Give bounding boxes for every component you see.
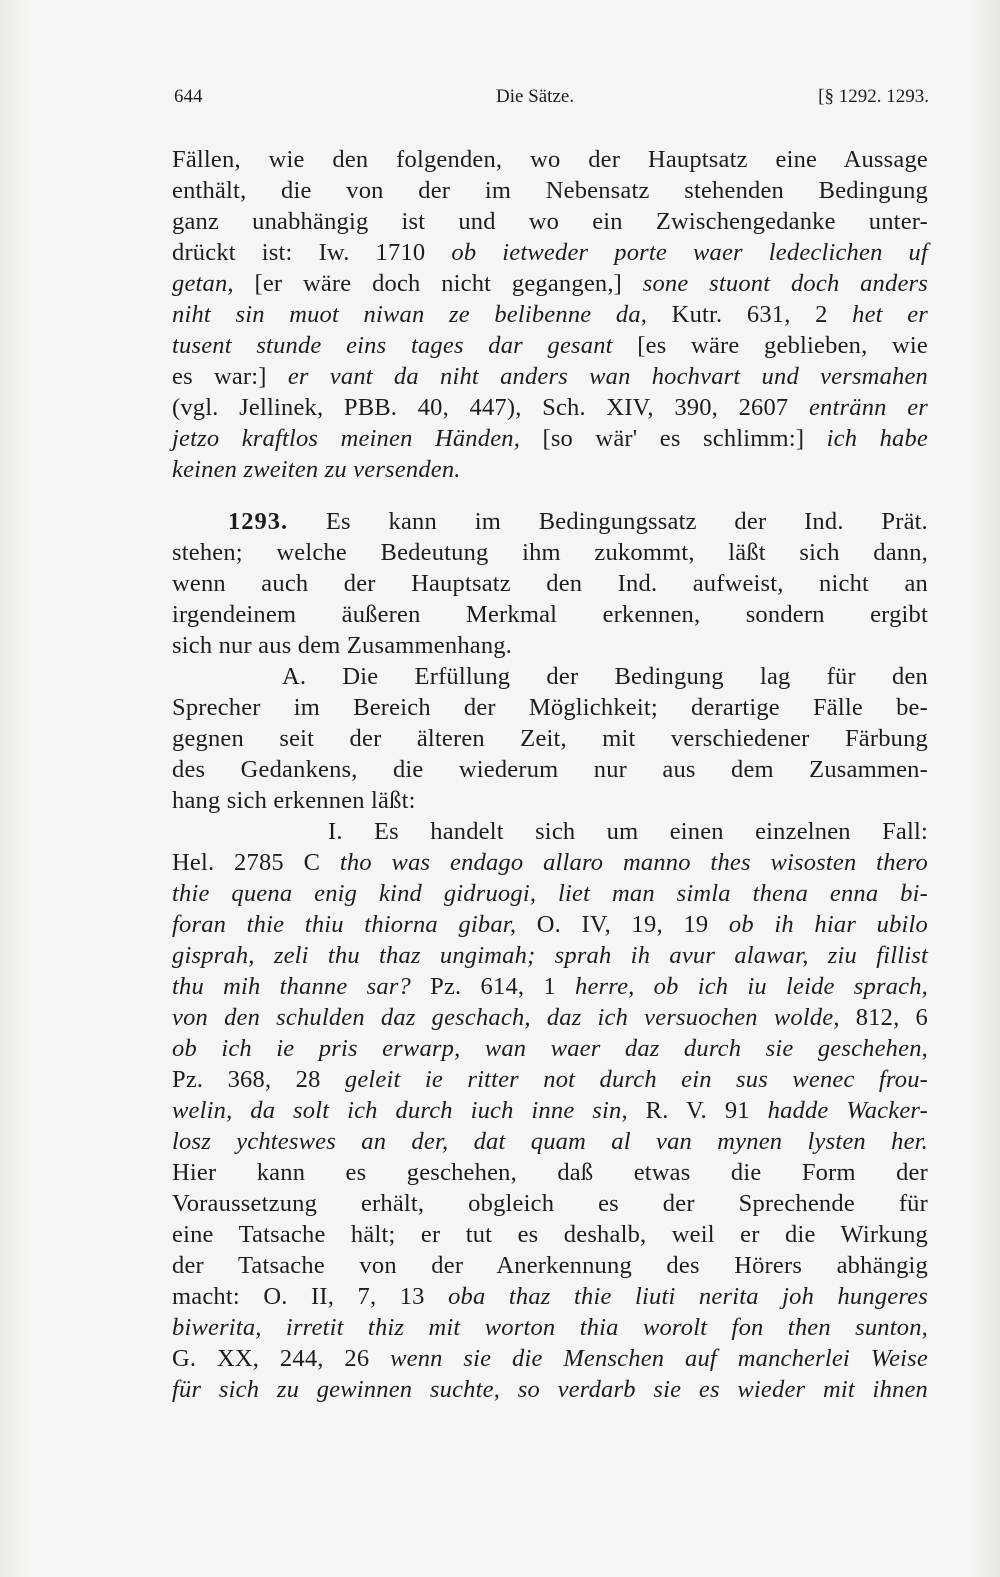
text-segment: Voraussetzung erhält, obgleich es der Sprechende für [172,1190,928,1217]
text-line [172,146,928,177]
text-line [172,694,928,725]
text-line [172,601,928,632]
quoted-text: ich habe [826,425,928,452]
quoted-text: het er [852,301,929,328]
text-segment: R. V. 91 [627,1097,768,1124]
quoted-text: ob ietweder porte waer ledeclichen uf [451,239,928,266]
text-segment: der Tatsache von der Anerkennung des Hörers abhängig [172,1252,928,1279]
quoted-text: ob ih hiar ubilo [728,911,929,938]
text-line [172,1035,928,1066]
text-segment: irgendeinem äußeren Merkmal erkennen, sondern ergibt [172,601,928,628]
text-segment: enthält, die von der im Nebensatz stehenden Bedingung [172,177,928,204]
quoted-text: entränn er [808,394,928,421]
text-segment: hang sich erkennen läßt: [172,787,416,814]
text-line [172,539,928,570]
quoted-text: tusent stunde eins tages dar gesant [172,332,613,359]
quoted-text: herre, ob ich iu leide sprach, [575,973,929,1000]
text-line [172,425,928,456]
quoted-text: thie quena enig kind gidruogi, liet man simla thena enna bi- [172,880,928,907]
text-segment: Es kann im Bedingungssatz der Ind. Prät. [288,508,928,535]
quoted-text: losz ychteswes an der, dat quam al van mynen lysten her. [172,1128,928,1155]
text-segment: drückt ist: Iw. 1710 [172,239,452,266]
quoted-text: wenn sie die Menschen auf mancherlei Weise [390,1345,928,1372]
page-number: 644 [174,86,203,107]
text-segment: gegnen seit der älteren Zeit, mit verschiedener Färbung [172,725,928,752]
quoted-text: sone stuont doch anders [642,270,928,297]
text-segment: [er wäre doch nicht gegangen,] [233,270,643,297]
text-segment: G. XX, 244, 26 [172,1345,391,1372]
text-line [172,1097,928,1128]
quoted-text: geleit ie ritter not durch ein sus wenec frou- [344,1066,928,1093]
section-reference: [§ 1292. 1293. [818,86,929,107]
quoted-text: biwerita, irretit thiz mit worton thia worolt fon then sunton, [172,1314,928,1341]
quoted-text: hadde Wacker- [767,1097,928,1124]
text-line [172,1004,928,1035]
text-line [172,1221,928,1252]
text-line [172,332,928,363]
text-line [172,1066,928,1097]
text-line [172,1190,928,1221]
text-line [172,725,928,756]
text-line [172,1376,928,1407]
text-line [172,1314,928,1345]
text-line [172,363,928,394]
quoted-text: er vant da niht anders wan hochvart und versmahen [287,363,929,390]
text-segment: sich nur aus dem Zusammenhang. [172,632,513,659]
quoted-text: keinen zweiten zu versenden. [172,456,461,483]
text-segment: [so wär' es schlimm:] [520,425,827,452]
text-line [172,973,928,1004]
text-segment: Pz. 368, 28 [172,1066,345,1093]
text-segment: [es wäre geblieben, wie [612,332,928,359]
text-segment: Pz. 614, 1 [411,973,575,1000]
quoted-text: jetzo kraftlos meinen Händen, [172,425,521,452]
text-line [172,1159,928,1190]
text-segment: wenn auch der Hauptsatz den Ind. aufweist, nicht an [172,570,928,597]
text-segment: eine Tatsache hält; er tut es deshalb, weil er die Wirkung [172,1221,928,1248]
text-line [172,1252,928,1283]
text-segment: es war:] [172,363,288,390]
text-line [172,208,928,239]
quoted-text: welin, da solt ich durch iuch inne sin, [172,1097,628,1124]
text-line [172,632,928,663]
text-segment: des Gedankens, die wiederum nur aus dem Zusammen- [172,756,928,783]
quoted-text: foran thie thiu thiorna gibar, [172,911,517,938]
quoted-text: niht sin muot niwan ze belibenne da, [172,301,648,328]
text-line [172,1128,928,1159]
text-segment: 812, 6 [839,1004,928,1031]
text-segment: A. Die Erfüllung der Bedingung lag für den [282,663,928,690]
text-line [172,787,928,818]
section-number: 1293. [228,508,289,535]
text-segment: Hier kann es geschehen, daß etwas die Form der [172,1159,928,1186]
text-line [172,270,928,301]
running-header [174,86,929,118]
quoted-text: oba thaz thie liuti nerita joh hungeres [448,1283,928,1310]
text-segment: Kutr. 631, 2 [647,301,853,328]
text-segment: ganz unabhängig ist und wo ein Zwischengedanke unter- [172,208,928,235]
quoted-text: getan, [172,270,234,297]
text-segment: (vgl. Jellinek, PBB. 40, 447), Sch. XIV, 390, 2607 [172,394,809,421]
quoted-text: ob ich ie pris erwarp, wan waer daz durch sie geschehen, [172,1035,928,1062]
text-segment: Hel. 2785 C [172,849,340,876]
text-line [172,818,928,849]
text-line [172,880,928,911]
text-line [172,239,928,270]
text-segment: macht: O. II, 7, 13 [172,1283,449,1310]
text-segment: O. IV, 19, 19 [516,911,729,938]
running-title: Die Sätze. [496,86,575,107]
text-segment: I. Es handelt sich um einen einzelnen Fall: [328,818,928,845]
text-line [172,1283,928,1314]
text-line [172,756,928,787]
text-line [172,570,928,601]
text-line [172,942,928,973]
text-segment: Fällen, wie den folgenden, wo der Hauptsatz eine Aussage [172,146,928,173]
text-segment: Sprecher im Bereich der Möglichkeit; derartige Fälle be- [172,694,928,721]
quoted-text: tho was endago allaro manno thes wisosten thero [339,849,928,876]
text-segment: stehen; welche Bedeutung ihm zukommt, läßt sich dann, [172,539,928,566]
text-line [172,663,928,694]
text-line [172,456,928,487]
text-line [172,508,928,539]
text-line [172,394,928,425]
text-line [172,911,928,942]
quoted-text: thu mih thanne sar? [172,973,411,1000]
text-line [172,301,928,332]
quoted-text: gisprah, zeli thu thaz ungimah; sprah ih avur alawar, ziu fillist [172,942,928,969]
text-line [172,1345,928,1376]
text-line [172,177,928,208]
quoted-text: für sich zu gewinnen suchte, so verdarb sie es wieder mit ihnen [172,1376,928,1403]
text-line [172,849,928,880]
quoted-text: von den schulden daz geschach, daz ich versuochen wolde, [172,1004,840,1031]
